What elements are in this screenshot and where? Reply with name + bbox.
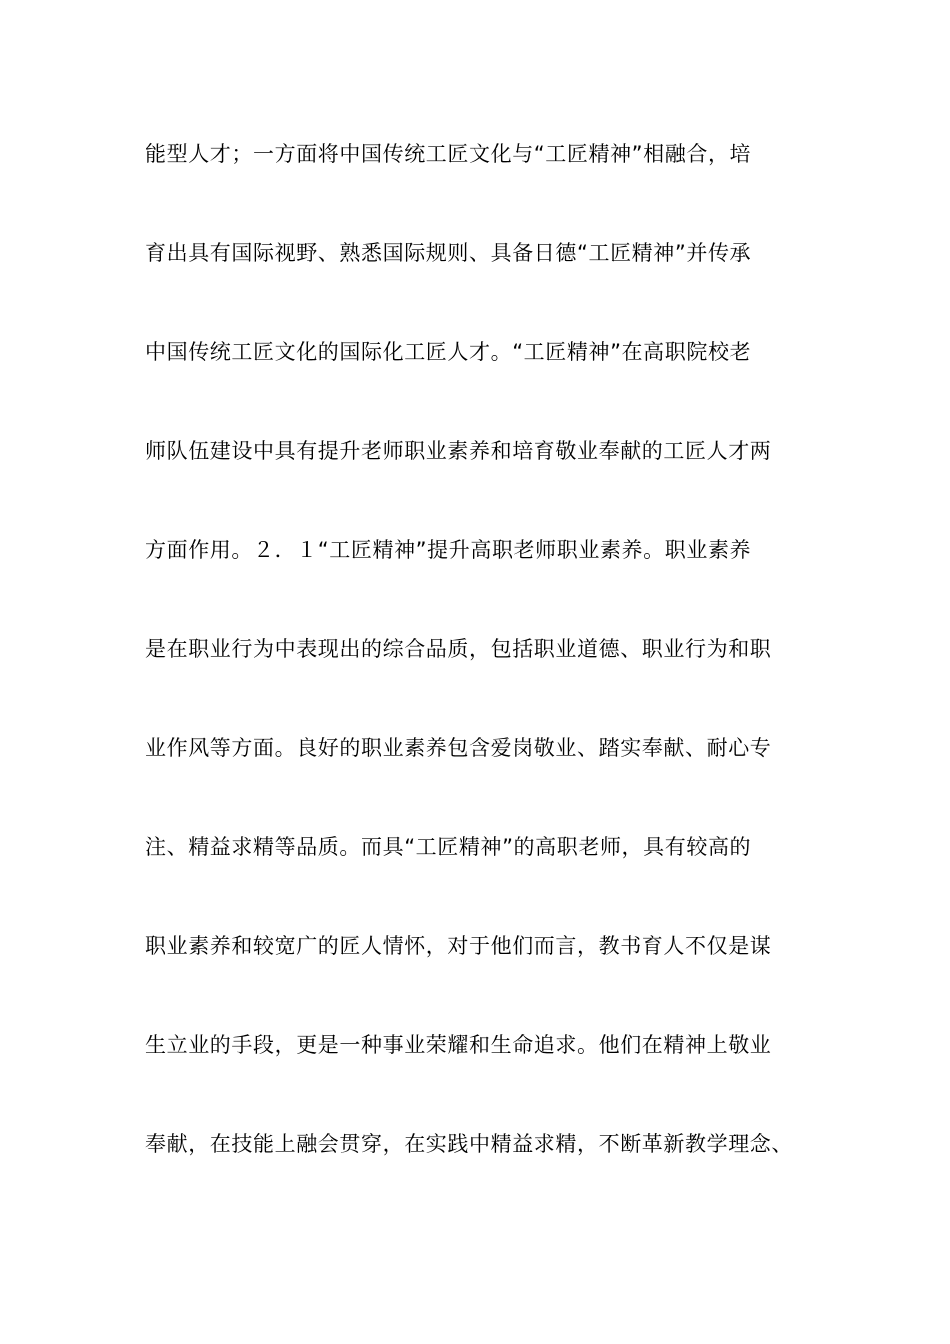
- text-line: 注、精益求精等品质。而具“工匠精神”的高职老师，具有较高的: [145, 835, 752, 859]
- text-line: 生立业的手段，更是一种事业荣耀和生命追求。他们在精神上敬业: [145, 1033, 772, 1057]
- text-line: 中国传统工匠文化的国际化工匠人才。“工匠精神”在高职院校老: [145, 340, 752, 364]
- text-line: 能型人才；一方面将中国传统工匠文化与“工匠精神”相融合，培: [145, 142, 752, 166]
- text-line: 业作风等方面。良好的职业素养包含爱岗敬业、踏实奉献、耐心专: [145, 736, 772, 760]
- text-line: 奉献，在技能上融会贯穿，在实践中精益求精，不断革新教学理念、: [145, 1132, 793, 1156]
- text-line: 方面作用。２．１“工匠精神”提升高职老师职业素养。职业素养: [145, 538, 752, 562]
- text-line: 育出具有国际视野、熟悉国际规则、具备日德“工匠精神”并传承: [145, 241, 752, 265]
- text-line: 是在职业行为中表现出的综合品质，包括职业道德、职业行为和职: [145, 637, 772, 661]
- text-line: 师队伍建设中具有提升老师职业素养和培育敬业奉献的工匠人才两: [145, 439, 772, 463]
- text-line: 职业素养和较宽广的匠人情怀，对于他们而言，教书育人不仅是谋: [145, 934, 772, 958]
